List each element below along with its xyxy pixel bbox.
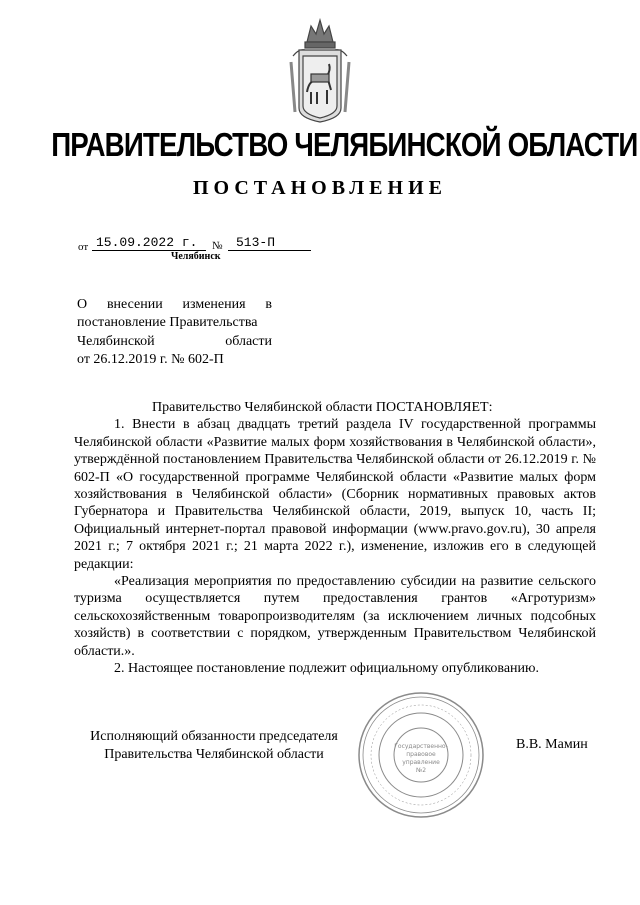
document-subject (77, 296, 272, 369)
body-intro: Правительство Челябинской области ПОСТАНОВЛЯЕТ: (152, 400, 493, 415)
date-prefix-label: от (78, 241, 89, 253)
subject-line: постановление Правительства (77, 315, 258, 331)
signatory-position-line: Правительства Челябинской области (104, 747, 324, 762)
document-number: 513-П (228, 235, 311, 251)
signatory-position-line: Исполняющий обязанности председателя (90, 729, 338, 744)
number-sign-label: № (212, 240, 223, 252)
subject-line: О внесении изменения в (77, 297, 272, 312)
seal-text-line: №2 (415, 767, 427, 774)
document-type-heading: ПОСТАНОВЛЕНИЕ (193, 177, 447, 199)
signatory-name: В.В. Мамин (516, 737, 588, 752)
seal-text-line: Государственно- (394, 743, 448, 750)
subject-line: от 26.12.2019 г. № 602-П (77, 351, 224, 367)
body-quote: «Реализация мероприятия по предоставлению субсидии на развитие сельского туризма осуществляется путем предоставления грантов «Агротуризм» сельскохозяйственным товаропроизводителям (за исключением личных подсобных хозяйств) в соответствии с порядком, утвержденным Правительством Челябинской области.». (74, 574, 596, 659)
city-label: Челябинск (171, 251, 221, 262)
government-title: ПРАВИТЕЛЬСТВО ЧЕЛЯБИНСКОЙ ОБЛАСТИ (51, 126, 638, 163)
body-item-1: 1. Внести в абзац двадцать третий раздела IV государственной программы Челябинской области «Развитие малых форм хозяйствования в Челябинской области», утверждённой постановлением Правительства Челябинской области от 26.12.2019 г. № 602-П «О государственной программе Челябинской области «Развитие малых форм хозяйствования в Челябинской области» (Сборник нормативных правовых актов Губернатора и Правительства Челябинской области, 2019, выпуск 10, часть II; Официальный интернет-портал правовой информации (www.pravo.gov.ru), 30 апреля 2021 г.; 7 октября 2021 г.; 21 марта 2022 г.), изменение, изложив его в следующей редакции: (74, 417, 596, 572)
seal-text-line: управление (402, 759, 440, 766)
subject-line: Челябинской области (77, 333, 272, 349)
document-date: 15.09.2022 г. (92, 235, 206, 251)
body-item-2: 2. Настоящее постановление подлежит официальному опубликованию. (114, 661, 539, 677)
official-seal-stamp (356, 690, 486, 820)
signatory-position (74, 728, 354, 764)
document-body (74, 399, 596, 678)
seal-text-line: правовое (406, 751, 436, 758)
coat-of-arms-emblem (287, 12, 353, 124)
